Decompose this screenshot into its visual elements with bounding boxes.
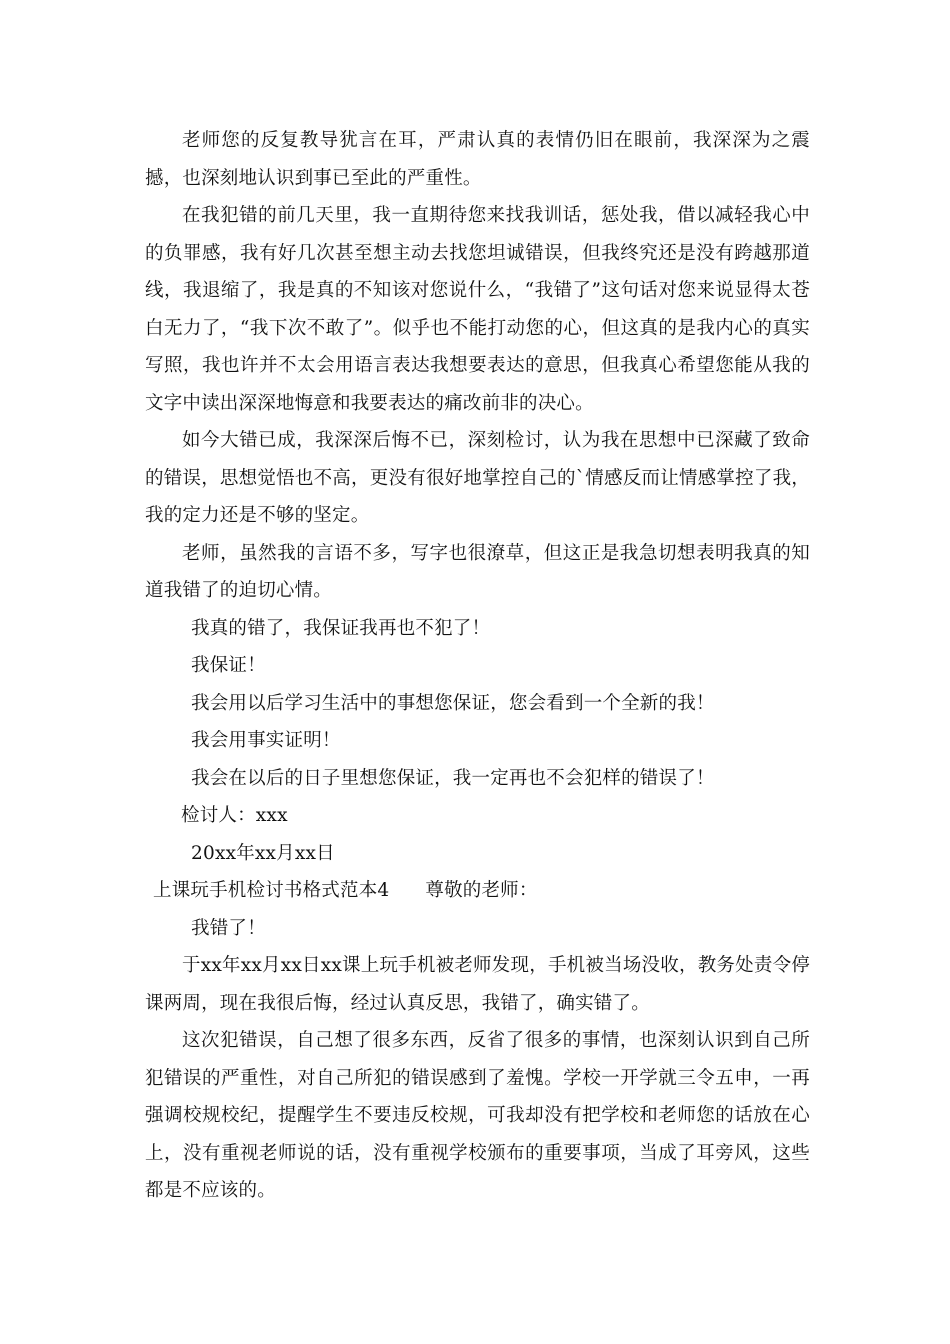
statement-line: 我会用以后学习生活中的事想您保证，您会看到一个全新的我！ <box>191 692 715 714</box>
signer-line: 检讨人：xxx <box>181 805 288 826</box>
statement-line: 我会用事实证明！ <box>191 730 341 751</box>
statement-line: 我会在以后的日子里想您保证，我一定再也不会犯样的错误了！ <box>191 767 715 789</box>
paragraph: 在我犯错的前几天里，我一直期待您来找我训话，惩处我，借以减轻我心中的负罪感，我有好几次甚至想主动去找您坦诚错误，但我终究还是没有跨越那道线，我退缩了，我是真的不知该对您说什么，“我错了”这句话对您来说显得太苍白无力了，“我下次不敢了”。似乎也不能打动您的心，但这真的是我内心的真实写照，我也许并不太会用语言表达我想要表达的意思，但我真心希望您能从我的文字中读出深深地悔意和我要表达的痛改前非的决心。 <box>145 205 810 414</box>
paragraph: 如今大错已成，我深深后悔不已，深刻检讨，认为我在思想中已深藏了致命的错误，思想觉悟也不高，更没有很好地掌控自己的`情感反而让情感掌控了我，我的定力还是不够的坚定。 <box>145 430 810 526</box>
statement-line: 我保证！ <box>191 655 266 676</box>
document-body <box>145 122 810 1210</box>
opening-line: 我错了！ <box>191 917 266 939</box>
paragraph: 于xx年xx月xx日xx课上玩手机被老师发现，手机被当场没收，教务处责令停课两周，现在我很后悔，经过认真反思，我错了，确实错了。 <box>145 955 810 1014</box>
section-heading <box>145 872 810 910</box>
statement-line: 我真的错了，我保证我再也不犯了！ <box>191 617 491 639</box>
salutation: 尊敬的老师： <box>425 880 538 901</box>
section-title: 上课玩手机检讨书格式范本4 <box>153 880 390 901</box>
paragraph: 老师，虽然我的言语不多，写字也很潦草，但这正是我急切想表明我真的知道我错了的迫切心情。 <box>145 542 810 601</box>
date-line: 20xx年xx月xx日 <box>191 842 335 864</box>
paragraph: 老师您的反复教导犹言在耳，严肃认真的表情仍旧在眼前，我深深为之震撼，也深刻地认识到事已至此的严重性。 <box>145 130 810 189</box>
paragraph: 这次犯错误，自己想了很多东西，反省了很多的事情，也深刻认识到自己所犯错误的严重性，对自己所犯的错误感到了羞愧。学校一开学就三令五申，一再强调校规校纪，提醒学生不要违反校规，可我却没有把学校和老师您的话放在心上，没有重视老师说的话，没有重视学校颁布的重要事项，当成了耳旁风，这些都是不应该的。 <box>145 1030 810 1201</box>
